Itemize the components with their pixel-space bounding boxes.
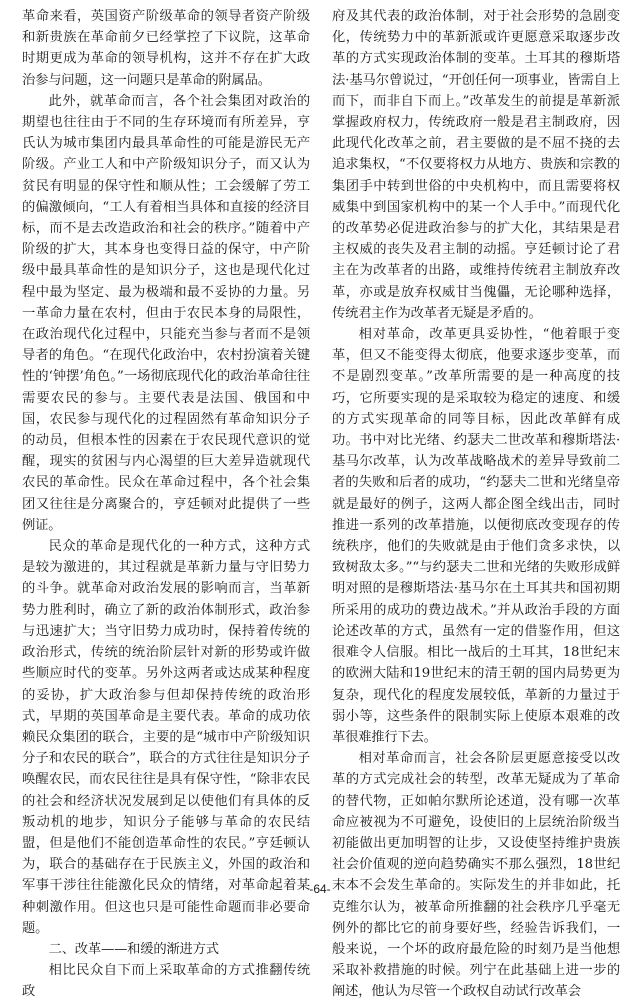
paragraph: 相比民众自下而上采取革命的方式推翻传统政 (22, 963, 310, 1000)
paragraph: 革命来看，英国资产阶级革命的领导者资产阶级和新贵族在革命前夕已经掌控了下议院，这革命时期更成为革命的领导机构，这并不存在扩大政治参与问题，这一问题只是革命的附属品。 (22, 9, 310, 88)
page-number: -64- (309, 882, 331, 896)
left-column (22, 6, 310, 1000)
paragraph: 府及其代表的政治体制，对于社会形势的急剧变化，传统势力中的革新派或许更愿意采取逐步改革的方式实现政治体制的变革。土耳其的穆斯塔法·基马尔曾说过，“开创任何一项事业，皆需自上而下，而非自下而上。”改革发生的前提是革新派掌握政府权力，传统政府一般是君主制政府，因此现代化改革之前，君主要做的是不屈不挠的去追求集权，“不仅要将权力从地方、贵族和宗教的集团手中转到世俗的中央机构中，而且需要将权威集中到国家机构中的某一个人手中。”而现代化的改革势必促进政治参与的扩大化，其结果是君主权威的丧失及君主制的动摇。亨廷顿讨论了君主在为改革者的出路，或维持传统君主制放弃改革，亦或是放弃权威甘当傀儡，无论哪种选择，传统君主作为改革者无疑是矛盾的。 (332, 9, 620, 321)
paragraph: 此外，就革命而言，各个社会集团对政治的期望也往往由于不同的生存环境而有所差异，亨氏认为城市集团内最具革命性的可能是游民无产阶级。产业工人和中产阶级知识分子，而又认为贫民有明显的保守性和顺从性；工会缓解了劳工的偏激倾向，“工人有着相当具体和直接的经济目标，而不是去改造政治和社会的秩序。”随着中产阶级的扩大，其本身也变得日益的保守，中产阶级中最具革命性的是知识分子，这也是现代化过程中最为坚定、最为极端和最不妥协的力量。另一革命力量在农村，但由于农民本身的局限性，在政治现代化过程中，只能充当参与者而不是领导者的角色。“在现代化政治中，农村扮演着关键性的‘钟摆’角色。”一场彻底现代化的政治革命往往需要农民的参与。主要代表是法国、俄国和中国，农民参与现代化的过程固然有革命知识分子的动员，但根本性的因素在于农民现代意识的觉醒，现实的贫困与内心渴望的巨大差异造就现代农民的革命性。民众在革命过程中，各个社会集团又往往是分离聚合的，亨廷顿对此提供了一些例证。 (22, 93, 310, 533)
section-heading: 二、改革——和缓的渐进方式 (48, 941, 219, 957)
paragraph: 民众的革命是现代化的一种方式，这种方式是较为激进的，其过程就是革新力量与守旧势力的斗争。就革命对政治发展的影响而言，当革新势力胜利时，确立了新的政治体制形式，政治参与迅速扩大；当守旧势力成功时，保持着传统的政治形式，传统的统治阶层针对新的形势或许做些顺应时代的变革。另外这两者或达成某种程度的妥协，扩大政治参与但却保持传统的政治形式，早期的英国革命是主要代表。革命的成功依赖民众集团的联合，主要的是“城市中产阶级知识分子和农民的联合”，联合的方式往往是知识分子唤醒农民，而农民往往是具有保守性，“除非农民的社会和经济状况发展到足以使他们有具体的反叛动机的地步，知识分子能够与革命的农民结盟，但是他们不能创造革命性的农民。”亨廷顿认为，联合的基础存在于民族主义，外国的政治和军事干涉往往能激化民众的情绪，对革命起着某种刺激作用。但这也只是可能性命题而非必要命题。 (22, 539, 310, 936)
paragraph: 相对革命而言，社会各阶层更愿意接受以改革的方式完成社会的转型，改革无疑成为了革命的替代物，正如帕尔默所论述道，没有哪一次革命应被视为不可避免，设使旧的上层统治阶级当初能做出更加明智的让步，又设使坚持维护贵族社会价值观的逆向趋势确实不那么强烈，18世纪末本不会发生革命的。实际发生的并非如此，托克维尔认为，被革命所推翻的社会秩序几乎毫无例外的都比它的前身要好些，经验告诉我们，一般来说，一个坏的政府最危险的时刻乃是当他想采取补救措施的时候。列宁在此基础上进一步的阐述，他认为尽管一个政权自动试行改革会 (332, 751, 620, 1000)
right-column (332, 6, 620, 1000)
paragraph: 相对革命，改革更具妥协性，“他着眼于变革，但又不能变得太彻底，他要求逐步变革，而不是剧烈变革。”改革所需要的是一种高度的技巧，它所要实现的是采取较为稳定的速度、和缓的方式实现革命的同等目标，因此改革鲜有成功。书中对比光绪、约瑟夫二世改革和穆斯塔法·基马尔改革，认为改革战略战术的差异导致前二者的失败和后者的成功，“约瑟夫二世和光绪皇帝就是最好的例子，这两人都企图全线出击，同时推进一系列的改革措施，以便彻底改变现存的传统秩序，他们的失败就是由于他们贪多求快，以致树敌太多。”“与约瑟夫二世和光绪的失败形成鲜明对照的是穆斯塔法·基马尔在土耳其共和国初期所采用的成功的费边战术。”并从政治手段的方面论述改革的方式，虽然有一定的借鉴作用，但这很难令人信服。相比一战后的土耳其，18世纪末的欧洲大陆和19世纪末的清王朝的国内局势更为复杂，现代化的程度发展较低，革新的力量过于弱小等，这些条件的限制实际上使原本艰难的改革很难推行下去。 (332, 327, 620, 745)
